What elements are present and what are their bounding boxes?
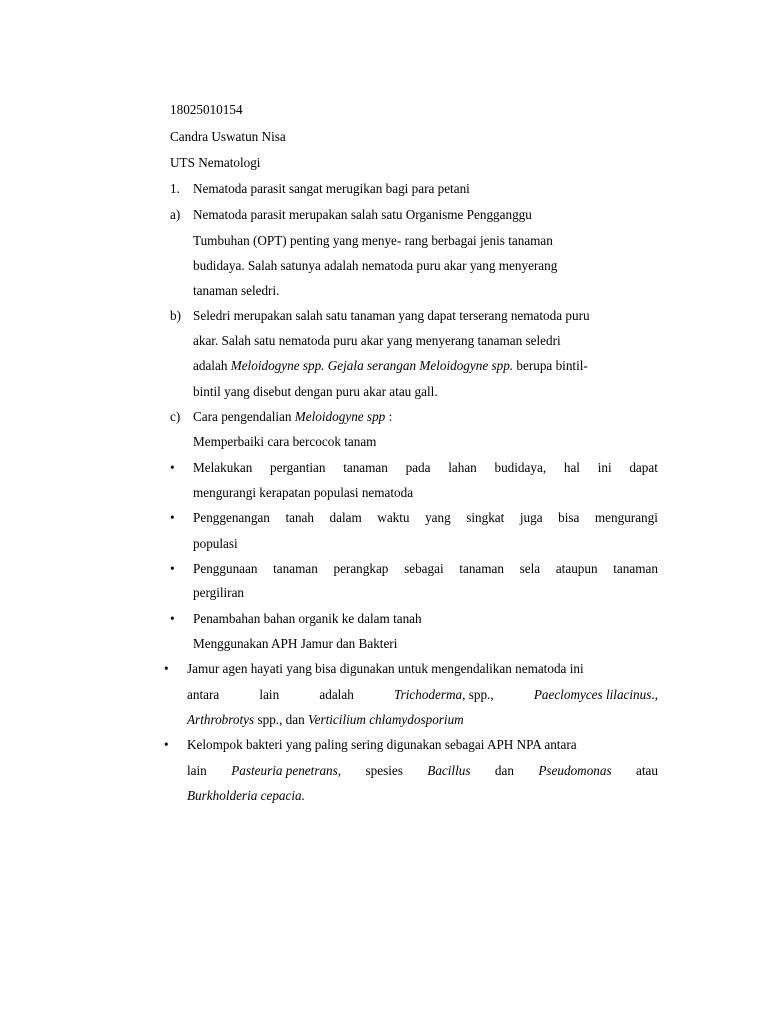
species-name: Meloidogyne spp [294,409,386,424]
bullet-glyph: • [170,510,175,525]
species-name: Bacillus [427,763,471,778]
species-name: Meloidogyne spp. Gejala serangan Meloidogyne spp. [230,358,514,373]
bullet-glyph: • [164,661,169,676]
species-name: Burkholderia cepacia. [187,788,305,803]
species-name: Pasteuria penetrans, [231,763,342,778]
species-name: Paeclomyces lilacinus [533,687,652,702]
bullet-glyph: • [170,561,175,576]
bullet-line: populasi [193,536,238,551]
bacteria-line: Kelompok bakteri yang paling sering digunakan sebagai APH NPA antara [187,737,577,752]
bullet-glyph: • [170,460,175,475]
question-number: 1. [170,181,180,196]
student-name: Candra Uswatun Nisa [170,129,286,144]
item-b-line: bintil yang disebut dengan puru akar atau gall. [193,384,438,399]
fungi-line: Jamur agen hayati yang bisa digunakan untuk mengendalikan nematoda ini [187,661,584,676]
item-b-line: Seledri merupakan salah satu tanaman yang dapat terserang nematoda puru [193,308,590,323]
item-a-line: Nematoda parasit merupakan salah satu Organisme Pengganggu [193,207,532,222]
subheading: Menggunakan APH Jamur dan Bakteri [193,636,398,651]
fungi-line: antara lain adalah Trichoderma, spp., Paeclomyces lilacinus., [187,687,658,702]
bullet-line: mengurangi kerapatan populasi nematoda [193,485,414,500]
species-name: Arthrobrotys [187,712,255,727]
species-name: Verticilium chlamydosporium [308,712,464,727]
item-a-marker: a) [170,207,181,222]
question-text: Nematoda parasit sangat merugikan bagi para petani [193,181,470,196]
item-c-line: Cara pengendalian Meloidogyne spp : [193,409,393,424]
bacteria-line: lain Pasteuria penetrans, spesies Bacillus dan Pseudomonas atau [187,763,658,778]
bullet-line: Penggunaan tanaman perangkap sebagai tanaman sela ataupun tanaman [193,561,658,576]
species-name: Trichoderma, [393,687,466,702]
student-id: 18025010154 [170,102,243,117]
item-b-marker: b) [170,308,181,323]
bullet-glyph: • [164,737,169,752]
item-a-line: budidaya. Salah satunya adalah nematoda puru akar yang menyerang [193,258,558,273]
exam-title: UTS Nematologi [170,155,261,170]
item-a-line: Tumbuhan (OPT) penting yang menye- rang berbagai jenis tanaman [193,233,553,248]
subheading: Memperbaiki cara bercocok tanam [193,434,377,449]
bullet-line: Melakukan pergantian tanaman pada lahan budidaya, hal ini dapat [193,460,658,475]
fungi-line: Arthrobrotys spp., dan Verticilium chlamydosporium [187,712,464,727]
bullet-line: pergiliran [193,585,245,600]
bullet-line: Penggenangan tanah dalam waktu yang singkat juga bisa mengurangi [193,510,658,525]
item-a-line: tanaman seledri. [193,283,280,298]
species-name: Pseudomonas [538,763,612,778]
item-b-line: akar. Salah satu nematoda puru akar yang menyerang tanaman seledri [193,333,561,348]
bullet-line: Penambahan bahan organik ke dalam tanah [193,611,422,626]
item-b-line: adalah Meloidogyne spp. Gejala serangan Meloidogyne spp. berupa bintil- [193,358,588,373]
bacteria-line [187,787,305,805]
item-c-marker: c) [170,409,181,424]
bullet-glyph: • [170,611,175,626]
